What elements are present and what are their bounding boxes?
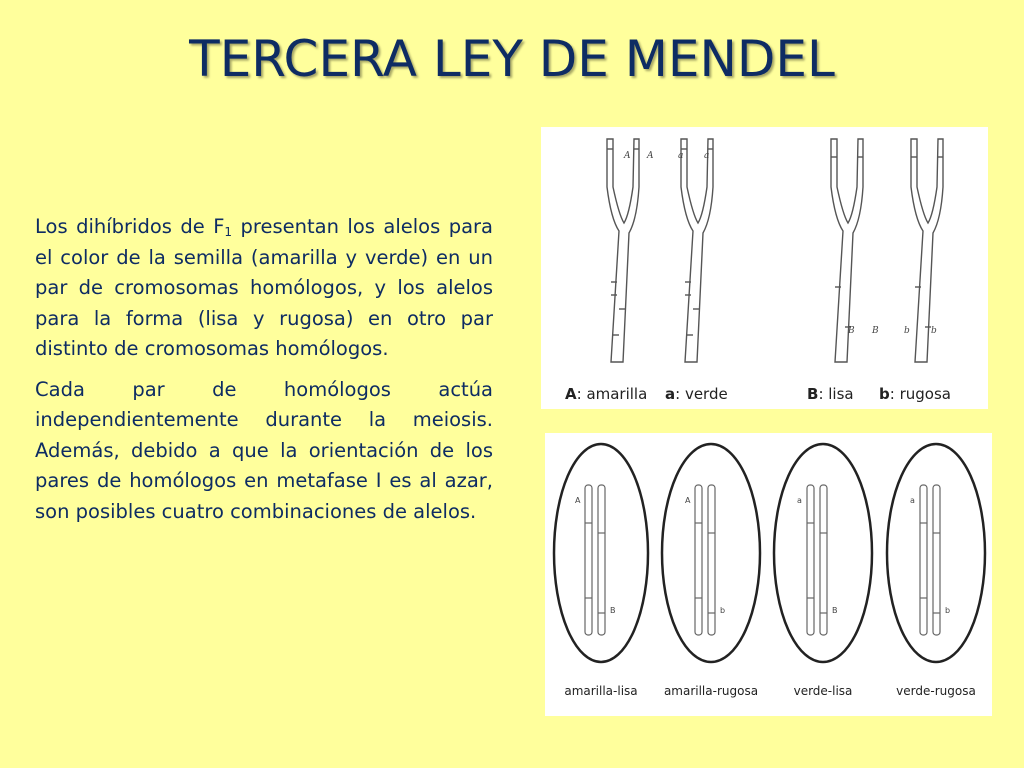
allele-label-B-1: B	[848, 326, 855, 336]
legend-B: B: lisa	[807, 385, 854, 403]
allele-label-b-2: b	[931, 326, 937, 336]
allele-combinations-figure	[545, 433, 992, 716]
svg-text:A: A	[575, 496, 581, 505]
homologous-pairs-svg	[541, 127, 988, 409]
cell-3	[774, 444, 872, 662]
cell-4	[887, 444, 985, 662]
legend-b: b: rugosa	[879, 385, 951, 403]
allele-label-A-1: A	[624, 151, 631, 161]
svg-text:a: a	[910, 496, 915, 505]
caption-verde-rugosa: verde-rugosa	[896, 684, 976, 698]
paragraph-1	[35, 212, 493, 365]
slide-title: TERCERA LEY DE MENDEL	[189, 30, 835, 88]
chromosome-a-1	[681, 139, 713, 362]
allele-label-b-1: b	[904, 326, 910, 336]
slide-body	[35, 212, 493, 537]
allele-label-A-2: A	[647, 151, 654, 161]
chromosome-A-1	[607, 139, 639, 362]
allele-label-a-1: a	[678, 151, 684, 161]
svg-text:A: A	[685, 496, 691, 505]
cell-2	[662, 444, 760, 662]
paragraph-1-rest: presentan los alelos para el color de la semilla (amarilla y verde) en un par de cromosomas homólogos, y los alelos para la forma (lisa y rugosa) en otro par distinto de cromosomas homólogos.	[35, 215, 493, 360]
subscript-1: 1	[224, 225, 233, 239]
svg-text:a: a	[797, 496, 802, 505]
svg-text:b: b	[720, 606, 726, 615]
caption-amarilla-rugosa: amarilla-rugosa	[663, 684, 759, 698]
svg-text:B: B	[610, 606, 616, 615]
legend-a: a: verde	[665, 385, 728, 403]
homologous-pairs-figure	[541, 127, 988, 409]
svg-text:B: B	[832, 606, 838, 615]
caption-verde-lisa: verde-lisa	[793, 684, 853, 698]
allele-label-a-2: a	[704, 151, 710, 161]
chromosome-b-1	[911, 139, 943, 362]
chromosome-B-1	[831, 139, 863, 362]
paragraph-1-start: Los dihíbridos de F	[35, 215, 225, 238]
cell-1	[554, 444, 648, 662]
allele-label-B-2: B	[872, 326, 879, 336]
caption-amarilla-lisa: amarilla-lisa	[564, 684, 638, 698]
legend-A: A: amarilla	[565, 385, 648, 403]
paragraph-2: Cada par de homólogos actúa independientemente durante la meiosis. Además, debido a que la orientación de los pares de homólogos en metafase I es al azar, son posibles cuatro combinaciones de alelos.	[35, 377, 493, 523]
svg-text:b: b	[945, 606, 951, 615]
allele-combinations-svg	[545, 433, 992, 716]
